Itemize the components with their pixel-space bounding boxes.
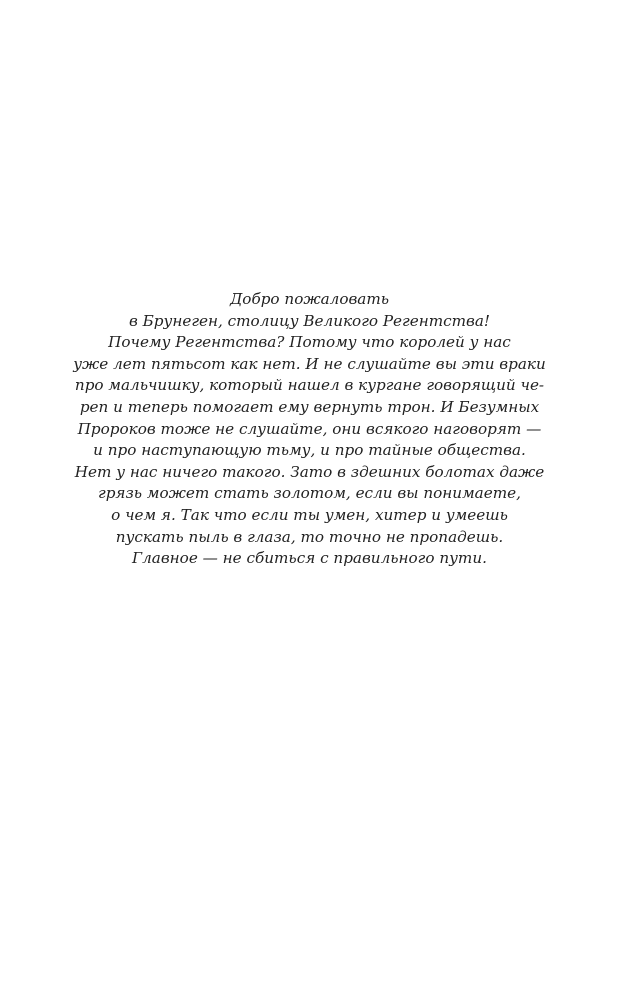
epigraph <box>40 289 579 570</box>
epigraph-line: Пророков тоже не слушайте, они всякого наговорят — <box>77 419 542 438</box>
epigraph-line: уже лет пятьсот как нет. И не слушайте вы эти враки <box>73 354 546 373</box>
epigraph-line: о чем я. Так что если ты умен, хитер и умеешь <box>111 505 508 524</box>
epigraph-line: грязь может стать золотом, если вы понимаете, <box>98 484 521 503</box>
epigraph-line: про мальчишку, который нашел в кургане говорящий че- <box>74 376 545 395</box>
epigraph-line: в Брунеген, столицу Великого Регентства! <box>128 311 491 330</box>
epigraph-line: реп и теперь помогает ему вернуть трон. И Безумных <box>79 397 540 416</box>
epigraph-line: Добро пожаловать <box>229 290 390 308</box>
epigraph-line: Нет у нас ничего такого. Зато в здешних болотах даже <box>74 462 545 481</box>
epigraph-line: Почему Регентства? Потому что королей у нас <box>108 333 511 352</box>
epigraph-line: и про наступающую тьму, и про тайные общества. <box>93 441 526 460</box>
epigraph-line: Главное — не сбиться с правильного пути. <box>132 549 487 568</box>
epigraph-line: пускать пыль в глаза, то точно не пропадешь. <box>115 527 504 546</box>
